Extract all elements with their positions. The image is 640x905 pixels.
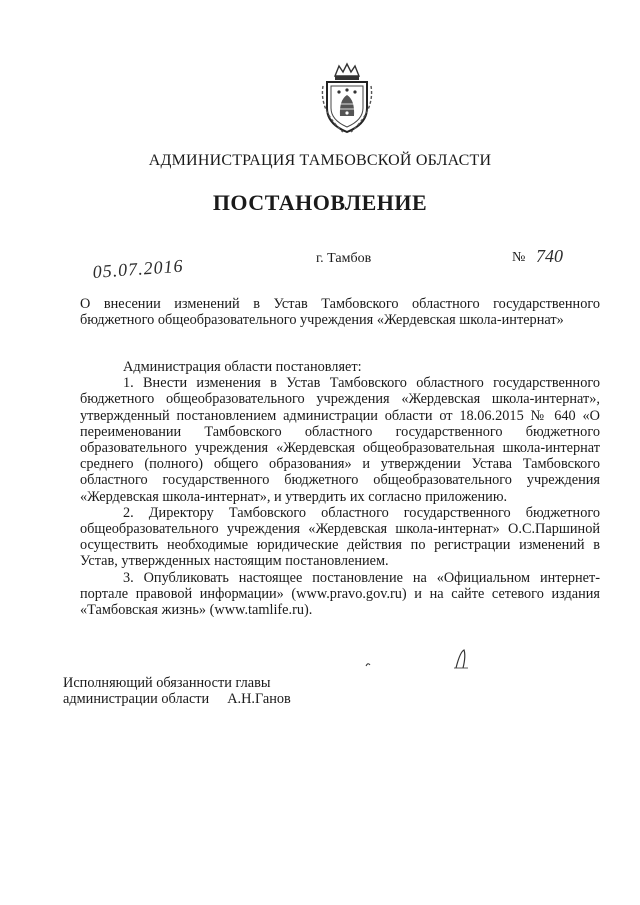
signatory-position-line-1: Исполняющий обязанности главы (63, 675, 271, 691)
clause-1: 1. Внести изменения в Устав Тамбовского областного государственного бюджетного общеобразовательного учреждения «Жердевская школа-интернат», утвержденный постановлением администрации области от 18.06.2015 № 640 «О переименовании Тамбовского областного государственного бюджетного образовательного учреждения «Жердевская общеобразовательная школа-интернат среднего (полного) общего образования» и утверждении Устава Тамбовского областного государственного бюджетного общеобразовательного учреждения «Жердевская школа-интернат», и утвердить их согласно приложению. (80, 375, 600, 505)
document-date: 05.07.2016 (92, 255, 185, 282)
number-label: № (512, 250, 526, 265)
handwritten-signature (360, 648, 480, 670)
city-label: г. Тамбов (316, 251, 372, 266)
clause-2: 2. Директору Тамбовского областного государственного бюджетного общеобразовательного учреждения «Жердевская школа-интернат» О.С.Паршиной осуществить необходимые юридические действия по регистрации изменений в Устав, утвержденных настоящим постановлением. (80, 504, 600, 570)
coat-of-arms-emblem (317, 62, 377, 134)
organization-name: АДМИНИСТРАЦИЯ ТАМБОВСКОЙ ОБЛАСТИ (148, 152, 492, 169)
document-number: 740 (536, 246, 563, 266)
document-title: ПОСТАНОВЛЕНИЕ (212, 190, 428, 215)
signature-block (63, 675, 291, 707)
clause-3: 3. Опубликовать настоящее постановление на «Официальном интернет-портале правовой информации» (www.pravo.gov.ru) и на сайте сетевого издания «Тамбовская жизнь» (www.tamlife.ru). (80, 569, 600, 619)
document-body (80, 359, 600, 618)
preamble: Администрация области постановляет: (123, 359, 362, 375)
signatory-position-line-2: администрации области (63, 691, 210, 707)
document-subject: О внесении изменений в Устав Тамбовского областного государственного бюджетного общеобразовательного учреждения «Жердевская школа-интернат» (80, 296, 600, 328)
signatory-name: А.Н.Ганов (227, 691, 291, 707)
